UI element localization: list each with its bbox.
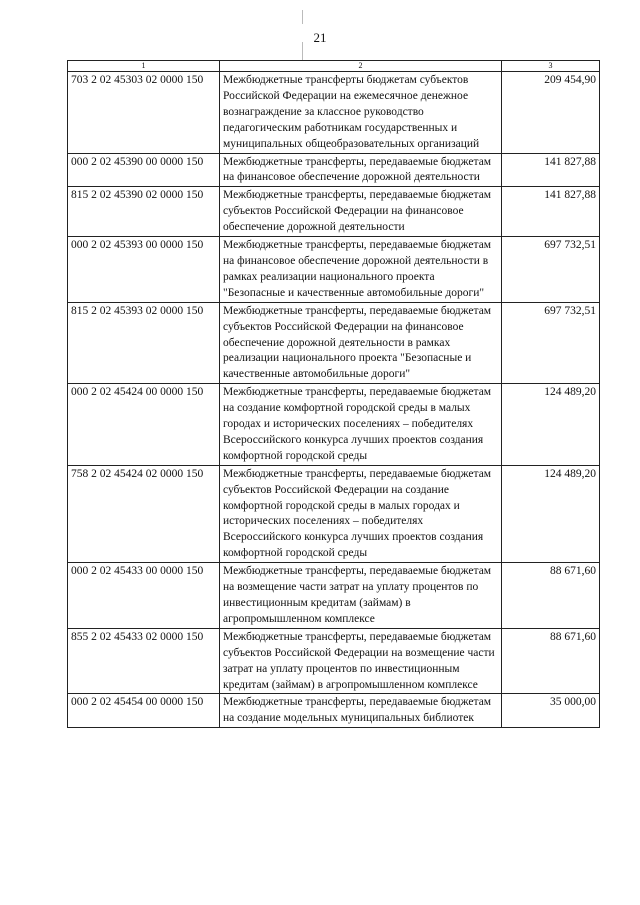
description-cell: Межбюджетные трансферты, передаваемые бюджетам на возмещение части затрат на уплату процентов по инвестиционным кредитам (займам) в агропромышленном комплексе	[220, 563, 502, 629]
amount-cell: 124 489,20	[502, 465, 600, 562]
amount-cell: 141 827,88	[502, 187, 600, 237]
budget-code-cell: 703 2 02 45303 02 0000 150	[68, 72, 220, 154]
budget-code-cell: 815 2 02 45393 02 0000 150	[68, 302, 220, 384]
budget-code-cell: 000 2 02 45390 00 0000 150	[68, 153, 220, 187]
table-row	[68, 153, 600, 187]
page-number: 21	[313, 30, 327, 45]
table-row	[68, 302, 600, 384]
description-cell: Межбюджетные трансферты, передаваемые бюджетам субъектов Российской Федерации на возмещение части затрат на уплату процентов по инвестиционным кредитам (займам) в агропромышленном комплексе	[220, 628, 502, 694]
scan-artifact-line	[302, 10, 303, 24]
description-cell: Межбюджетные трансферты, передаваемые бюджетам на финансовое обеспечение дорожной деятельности в рамках реализации национального проекта "Безопасные и качественные автомобильные дороги"	[220, 237, 502, 303]
amount-cell: 88 671,60	[502, 563, 600, 629]
amount-cell: 209 454,90	[502, 72, 600, 154]
budget-code-cell: 855 2 02 45433 02 0000 150	[68, 628, 220, 694]
table-row	[68, 563, 600, 629]
budget-code-cell: 000 2 02 45433 00 0000 150	[68, 563, 220, 629]
table-row	[68, 72, 600, 154]
column-header: 3	[502, 61, 600, 72]
column-header: 1	[68, 61, 220, 72]
description-cell: Межбюджетные трансферты, передаваемые бюджетам на создание комфортной городской среды в малых городах и исторических поселениях – победителях Всероссийского конкурса лучших проектов создания комфортной городской среды	[220, 384, 502, 466]
budget-code-cell: 758 2 02 45424 02 0000 150	[68, 465, 220, 562]
amount-cell: 697 732,51	[502, 237, 600, 303]
budget-code-cell: 000 2 02 45393 00 0000 150	[68, 237, 220, 303]
description-cell: Межбюджетные трансферты, передаваемые бюджетам на создание модельных муниципальных библиотек	[220, 694, 502, 728]
budget-code-cell: 815 2 02 45390 02 0000 150	[68, 187, 220, 237]
budget-table	[67, 60, 600, 728]
column-header: 2	[220, 61, 502, 72]
table-row	[68, 465, 600, 562]
amount-cell: 141 827,88	[502, 153, 600, 187]
table-row	[68, 694, 600, 728]
description-cell: Межбюджетные трансферты, передаваемые бюджетам субъектов Российской Федерации на финансовое обеспечение дорожной деятельности	[220, 187, 502, 237]
table-row	[68, 628, 600, 694]
description-cell: Межбюджетные трансферты, передаваемые бюджетам субъектов Российской Федерации на создание комфортной городской среды в малых городах и исторических поселениях – победителях Всероссийского конкурса лучших проектов создания комфортной городской среды	[220, 465, 502, 562]
table-row	[68, 384, 600, 466]
description-cell: Межбюджетные трансферты, передаваемые бюджетам на финансовое обеспечение дорожной деятельности	[220, 153, 502, 187]
amount-cell: 88 671,60	[502, 628, 600, 694]
amount-cell: 697 732,51	[502, 302, 600, 384]
budget-code-cell: 000 2 02 45454 00 0000 150	[68, 694, 220, 728]
scan-artifact-line	[302, 42, 303, 60]
amount-cell: 124 489,20	[502, 384, 600, 466]
description-cell: Межбюджетные трансферты, передаваемые бюджетам субъектов Российской Федерации на финансовое обеспечение дорожной деятельности в рамках реализации национального проекта "Безопасные и качественные автомобильные дороги"	[220, 302, 502, 384]
table-row	[68, 237, 600, 303]
table-row	[68, 187, 600, 237]
header-row	[68, 61, 600, 72]
budget-code-cell: 000 2 02 45424 00 0000 150	[68, 384, 220, 466]
amount-cell: 35 000,00	[502, 694, 600, 728]
description-cell: Межбюджетные трансферты бюджетам субъектов Российской Федерации на ежемесячное денежное вознаграждение за классное руководство педагогическим работникам государственных и муниципальных общеобразовательных организаций	[220, 72, 502, 154]
